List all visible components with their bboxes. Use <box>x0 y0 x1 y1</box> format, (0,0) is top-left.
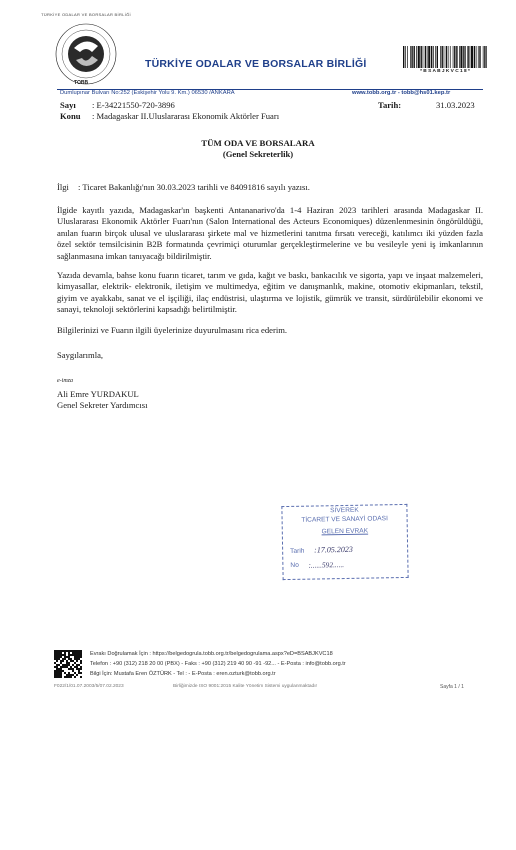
barcode-bar <box>453 46 454 68</box>
ilgi-label: İlgi <box>57 182 69 192</box>
barcode-bar <box>467 46 468 68</box>
barcode-bar <box>416 46 417 68</box>
barcode-bar <box>440 46 441 68</box>
signatory-title: Genel Sekreter Yardımcısı <box>57 400 148 410</box>
barcode-bar <box>411 46 412 68</box>
barcode-bar <box>407 46 408 68</box>
stamp-date-value: :17.05.2023 <box>314 544 353 555</box>
stamp-chamber-name: TİCARET VE SANAYİ ODASI <box>301 515 388 524</box>
stamp-chamber-city: SİVEREK <box>330 506 359 515</box>
barcode-code: * B S A B J K V C 1 8 * <box>420 69 470 74</box>
web-link[interactable]: www.tobb.org.tr - tobb@hs01.kep.tr <box>352 90 451 96</box>
e-signature-mark: e-imza <box>57 378 73 384</box>
barcode-bar <box>405 46 406 68</box>
barcode-bar <box>486 46 487 68</box>
barcode-bar <box>403 46 404 68</box>
barcode-bar <box>427 46 428 68</box>
barcode-bar <box>437 46 438 68</box>
barcode-bars <box>402 46 488 68</box>
stamp-number-label: No <box>290 561 299 569</box>
barcode-bar <box>418 46 420 68</box>
barcode-bar <box>450 46 451 68</box>
barcode-bar <box>479 46 480 68</box>
qr-cell <box>76 674 78 676</box>
qr-code-matrix <box>54 650 82 678</box>
konu-value: : Madagaskar II.Uluslararası Ekonomik Aktörler Fuarı <box>92 111 280 121</box>
ilgi-text: : Ticaret Bakanlığı'nın 30.03.2023 tarihli ve 84091816 sayılı yazısı. <box>78 182 310 192</box>
barcode-bar <box>444 46 445 68</box>
info-line: Bilgi İçin: Mustafa Eren ÖZTÜRK - Tel : - E-Posta : eren.ozturk@tobb.org.tr <box>90 671 276 677</box>
closing: Saygılarımla, <box>57 350 104 360</box>
form-code: F022/1/01.07.2003/5/07.02.2023 <box>54 684 124 689</box>
barcode-bar <box>435 46 436 68</box>
signatory-name: Ali Emre YURDAKUL <box>57 389 139 399</box>
contact-line: Telefon : +90 (312) 218 20 00 (PBX) - Faks : +90 (312) 219 40 90 -91 -92... - E-Posta : info@tobb.org.tr <box>90 661 346 667</box>
barcode-bar <box>470 46 471 68</box>
barcode-bar <box>474 46 475 68</box>
barcode-bar <box>414 46 415 68</box>
qr-cell <box>80 676 82 678</box>
sayi-value: : E-34221550-720-3896 <box>92 100 175 110</box>
paragraph: Yazıda devamla, bahse konu fuarın ticaret, tarım ve gıda, kağıt ve baskı, bankacılık ve sigorta, yapı ve inşaat malzemeleri, kimyasallar, elektrik- elektronik, iletişim ve multimedya, eğitim ve danışmanlık, makine, otomotiv ekipmanları, tekstil, giyim ve ayakkabı, sanat ve el işçiliği, ilaç endüstrisi, ulaştırma ve lojistik, gümrük ve transit, sürdürülebilir ekonomi ve sanayi, teknoloji sektörlerini kapsadığı belirtilmiştir. <box>57 270 483 315</box>
tarih-label: Tarih: <box>378 100 402 110</box>
barcode-bar <box>465 46 466 68</box>
barcode-bar <box>459 46 460 68</box>
qr-cell <box>56 660 58 662</box>
qr-code <box>54 650 82 678</box>
qr-cell <box>74 676 76 678</box>
qr-cell <box>80 662 82 664</box>
stamp-incoming-label: GELEN EVRAK <box>321 527 369 536</box>
stamp-number-value: :......592...... <box>308 560 345 570</box>
logo-ring-text: TÜRKİYE ODALAR VE BORSALAR BİRLİĞİ <box>41 12 131 17</box>
barcode-bar <box>456 46 457 68</box>
barcode-bar <box>460 46 462 68</box>
qr-cell <box>76 660 78 662</box>
paragraph: İlgide kayıtlı yazıda, Madagaskar'ın başkenti Antananarivo'da 1-4 Haziran 2023 tarihleri arasında Madagaskar II. Uluslararası Ekonomik Aktörler Fuarı'nın (Salon International des Acteurs Economiques) düzenlenmesinin öngörüldüğü, anılan fuarın birçok ulusal ve uluslararası şirkete mal ve hizmetlerini tanıtma fırsatı vereceği, katılımcı iki yüzden fazla özel sektör temsilcisinin B2B formatında çevrimiçi oturumlar gerçekleştirmelerine ve bu vesileyle yeni iş imkanlarının sağlanmasına imkan tanıyacağı bildirilmiştir. <box>57 205 483 261</box>
barcode-bar <box>410 46 411 68</box>
paragraph: Bilgilerinizi ve Fuarın ilgili üyelerinize duyurulmasını rica ederim. <box>57 325 288 335</box>
konu-label: Konu <box>60 111 81 121</box>
barcode-bar <box>448 46 449 68</box>
barcode-bar <box>425 46 426 68</box>
barcode-bar <box>428 46 430 68</box>
barcode-bar <box>471 46 473 68</box>
barcode-bar <box>478 46 479 68</box>
qr-cell <box>80 672 82 674</box>
barcode-bar <box>463 46 464 68</box>
barcode-bar <box>433 46 434 68</box>
barcode-bar <box>423 46 424 68</box>
barcode-bar <box>442 46 443 68</box>
qr-cell <box>60 676 62 678</box>
recipient-subline: (Genel Sekreterlik) <box>222 149 294 159</box>
logo-caption: TOBB <box>74 80 89 86</box>
barcode-bar <box>476 46 477 68</box>
kep-address[interactable]: tobb@hs01.kep.tr <box>401 90 451 96</box>
barcode-bar <box>421 46 422 68</box>
stamp-date-label: Tarih <box>290 547 305 555</box>
page-number: Sayfa 1 / 1 <box>440 684 464 690</box>
quality-note: Birliğimizde ISO 9001:2015 Kalite Yönetim Sistemi uygulanmaktadır <box>173 684 318 689</box>
incoming-document-stamp <box>281 504 408 580</box>
verify-line[interactable]: Evrakı Doğrulamak İçin : https://belgedogrula.tobb.org.tr/belgedogrulama.aspx?eD=BSABJKVC18 <box>90 651 333 657</box>
recipient-line: TÜM ODA VE BORSALARA <box>201 138 315 148</box>
tarih-value: 31.03.2023 <box>436 100 475 110</box>
barcode-bar <box>431 46 432 68</box>
barcode-bar <box>484 46 485 68</box>
address: Dumlupınar Bulvarı No:252 (Eskişehir Yolu 9. Km.) 06530 /ANKARA <box>60 90 235 96</box>
barcode-bar <box>454 46 455 68</box>
qr-cell <box>62 660 64 662</box>
qr-cell <box>80 656 82 658</box>
sayi-label: Sayı <box>60 100 76 110</box>
web-url[interactable]: www.tobb.org.tr <box>352 90 397 96</box>
barcode <box>402 46 488 68</box>
org-name: TÜRKİYE ODALAR VE BORSALAR BİRLİĞİ <box>145 58 367 70</box>
qr-cell <box>80 668 82 670</box>
barcode-bar <box>446 46 447 68</box>
qr-cell <box>70 676 72 678</box>
barcode-bar <box>483 46 484 68</box>
